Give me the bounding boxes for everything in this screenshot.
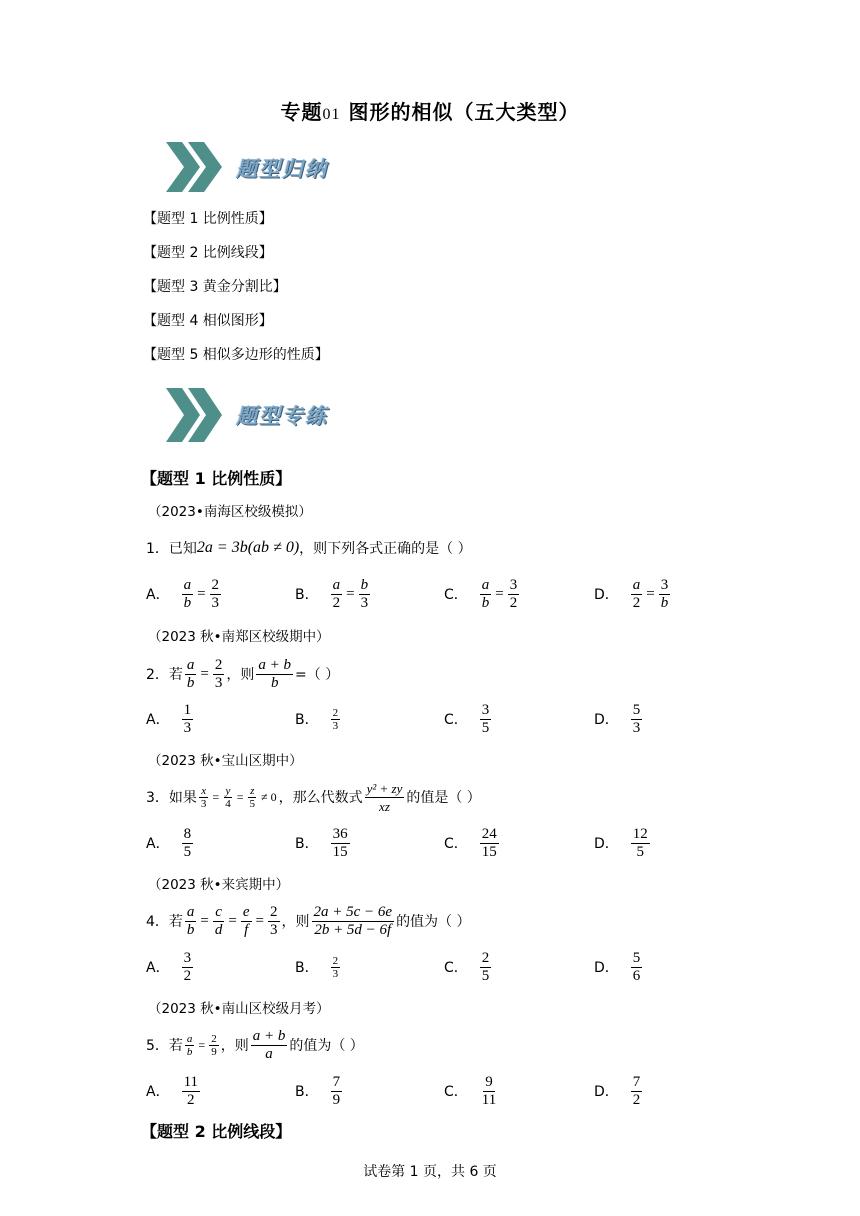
denominator: 9 (211, 1045, 217, 1058)
fraction (480, 1074, 498, 1109)
question-source: （2023 秋•宝山区期中） (148, 753, 303, 769)
numerator: 2 (211, 576, 220, 593)
numerator: 1 (183, 701, 192, 718)
question-source: （2023 秋•南郑区校级期中） (148, 629, 330, 645)
fraction (365, 780, 405, 815)
toc-item: 【题型 1 比例性质】 (143, 211, 273, 227)
fraction (631, 577, 643, 612)
fraction (508, 577, 520, 612)
toc-item: 【题型 5 相似多边形的性质】 (143, 347, 329, 363)
fraction (256, 657, 293, 692)
denominator: 3 (200, 797, 207, 810)
options-row (146, 1071, 706, 1111)
denominator: 3 (270, 921, 278, 938)
stem-text: ，那么代数式 (278, 790, 363, 806)
question-source: （2023•南海区校级模拟） (148, 504, 312, 520)
option-label: B． (295, 1084, 319, 1100)
denominator: f (244, 921, 249, 938)
option-label: B． (295, 836, 319, 852)
denominator: 2b + 5d − 6f (314, 921, 392, 938)
denominator: 3 (214, 674, 223, 691)
option-label: D． (594, 1084, 619, 1100)
option-label: A． (146, 960, 170, 976)
denominator: 3 (332, 967, 339, 980)
double-chevron-icon (160, 386, 224, 444)
banner-practice (160, 386, 400, 444)
numerator: a (186, 1032, 193, 1045)
fraction (359, 577, 371, 612)
numerator: y² + zy (366, 780, 403, 796)
fraction (331, 577, 343, 612)
numerator: x (201, 784, 207, 797)
denominator: 15 (332, 843, 348, 860)
section-heading: 【题型 2 比例线段】 (141, 1122, 292, 1141)
option-c[interactable] (444, 1071, 500, 1111)
banner-text: 题型专练 (236, 403, 328, 428)
numerator: 2a + 5c − 6e (313, 903, 393, 920)
denominator: 4 (225, 797, 231, 810)
option-d[interactable] (594, 574, 672, 614)
fraction (185, 657, 197, 692)
option-label: A． (146, 712, 170, 728)
stem-text: 的值是（ ） (406, 790, 481, 806)
numerator: 2 (481, 949, 490, 966)
equals-sign: = (346, 585, 355, 602)
denominator: xz (379, 798, 390, 814)
option-d[interactable] (594, 699, 644, 739)
numerator: 2 (332, 706, 339, 719)
denominator: 6 (632, 967, 641, 984)
fraction (210, 577, 222, 612)
fraction (213, 904, 225, 939)
numerator: 3 (183, 949, 192, 966)
option-label: A． (146, 1084, 170, 1100)
equals-sign: = (255, 912, 264, 929)
equals-sign: = (212, 789, 220, 804)
banner-question-types (160, 140, 400, 194)
denominator: 15 (481, 843, 497, 860)
denominator: b (186, 921, 195, 938)
fraction (182, 826, 194, 861)
numerator: 9 (485, 1073, 493, 1090)
fraction (199, 785, 209, 810)
stem-text: 若 (168, 667, 183, 683)
denominator: 2 (187, 1091, 195, 1108)
numerator: 3 (509, 576, 518, 593)
option-a[interactable] (146, 947, 195, 987)
denominator: 2 (183, 967, 192, 984)
fraction (631, 1074, 643, 1109)
denominator: 2 (332, 594, 341, 611)
numerator: c (215, 903, 222, 920)
option-label: C． (444, 712, 468, 728)
fraction (185, 904, 197, 939)
options-row (146, 947, 706, 987)
question-stem (146, 535, 472, 561)
equals-sign: = (198, 1037, 206, 1052)
fraction (247, 785, 257, 810)
stem-text: ，则 (220, 1038, 249, 1054)
denominator: 3 (211, 594, 220, 611)
option-c[interactable] (444, 699, 493, 739)
numerator: a (186, 656, 195, 673)
title-prefix: 专题 (280, 100, 323, 124)
stem-text: 如果 (168, 790, 197, 806)
denominator: 3 (360, 594, 369, 611)
denominator: b (186, 1045, 193, 1058)
fraction (312, 904, 395, 939)
option-d[interactable] (594, 947, 644, 987)
numerator: a + b (258, 656, 292, 673)
denominator: b (186, 674, 195, 691)
denominator: a (265, 1045, 273, 1062)
option-label: D． (594, 587, 619, 603)
toc-item: 【题型 3 黄金分割比】 (143, 279, 287, 295)
fraction (480, 577, 492, 612)
numerator: 5 (632, 949, 641, 966)
equals-sign: = (495, 585, 504, 602)
fraction (241, 904, 252, 939)
numerator: 7 (332, 1073, 341, 1090)
equals-sign: = (197, 585, 206, 602)
numerator: 24 (481, 825, 497, 842)
numerator: e (242, 903, 250, 920)
question-source: （2023 秋•南山区校级月考） (148, 1001, 330, 1017)
equals-sign: = (200, 665, 209, 682)
stem-text: ，则 (281, 914, 310, 930)
denominator: b (270, 674, 279, 691)
option-a[interactable] (146, 1071, 202, 1111)
option-d[interactable] (594, 823, 652, 863)
question-number: 3． (146, 790, 169, 806)
section-heading: 【题型 1 比例性质】 (141, 469, 292, 488)
option-label: D． (594, 960, 619, 976)
stem-text: 的值为（ ） (396, 914, 471, 930)
denominator: 2 (509, 594, 518, 611)
option-a[interactable] (146, 574, 223, 614)
option-a[interactable] (146, 823, 195, 863)
denominator: 9 (332, 1091, 341, 1108)
cond-tail: ≠ 0 (260, 789, 277, 804)
denominator: 3 (183, 719, 192, 736)
option-c[interactable] (444, 947, 493, 987)
option-label: C． (444, 836, 468, 852)
question-number: 4． (146, 914, 169, 930)
page-footer: 试卷第 1 页，共 6 页 (363, 1164, 497, 1180)
stem-text: =（ ） (295, 667, 340, 683)
fraction (209, 1033, 219, 1058)
stem-text: 若 (168, 1038, 183, 1054)
fraction (659, 577, 671, 612)
title-suffix: 图形的相似（五大类型） (348, 100, 580, 124)
option-label: C． (444, 1084, 468, 1100)
option-b[interactable] (295, 947, 342, 987)
title-number: 01 (322, 106, 341, 123)
option-label: A． (146, 836, 170, 852)
numerator: 2 (332, 954, 339, 967)
denominator: b (660, 594, 669, 611)
option-c[interactable] (444, 574, 521, 614)
fraction (268, 904, 280, 939)
numerator: y (225, 784, 231, 797)
numerator: b (360, 576, 369, 593)
option-label: C． (444, 587, 468, 603)
stem-text: ，则 (226, 667, 255, 683)
question-number: 1． (146, 541, 169, 557)
denominator: 5 (481, 967, 490, 984)
denominator: 2 (632, 594, 641, 611)
option-c[interactable] (444, 823, 501, 863)
fraction (182, 1074, 200, 1109)
question-stem (146, 777, 481, 817)
question-number: 5． (146, 1038, 169, 1054)
stem-text: 的值为（ ） (289, 1038, 364, 1054)
equals-sign: = (646, 585, 655, 602)
banner-text: 题型归纳 (236, 156, 328, 181)
numerator: 3 (660, 576, 669, 593)
question-source: （2023 秋•来宾期中） (148, 877, 290, 893)
option-b[interactable] (295, 1071, 344, 1111)
equals-sign: = (200, 912, 209, 929)
option-label: D． (594, 836, 619, 852)
denominator: 11 (481, 1091, 497, 1108)
numerator: 7 (632, 1073, 641, 1090)
fraction (331, 826, 350, 861)
denominator: 3 (632, 719, 641, 736)
numerator: 5 (632, 701, 641, 718)
denominator: 5 (249, 797, 255, 810)
option-label: B． (295, 712, 319, 728)
stem-text: 已知 (168, 541, 197, 557)
numerator: a (332, 576, 341, 593)
fraction (631, 950, 643, 985)
numerator: 2 (211, 1032, 217, 1045)
numerator: 3 (481, 701, 490, 718)
denominator: b (481, 594, 490, 611)
fraction (182, 702, 194, 737)
option-label: A． (146, 587, 170, 603)
question-stem (146, 901, 471, 941)
fraction (331, 1074, 343, 1109)
option-label: B． (295, 587, 319, 603)
option-b[interactable] (295, 574, 372, 614)
toc-item: 【题型 2 比例线段】 (143, 245, 273, 261)
fraction (331, 955, 341, 980)
fraction (331, 707, 341, 732)
denominator: b (183, 594, 192, 611)
numerator: a (183, 576, 192, 593)
option-label: B． (295, 960, 319, 976)
denominator: 5 (636, 843, 645, 860)
option-b[interactable] (295, 699, 342, 739)
fraction (631, 826, 650, 861)
fraction (213, 657, 225, 692)
question-stem (146, 1025, 364, 1065)
fraction (251, 1028, 288, 1063)
numerator: a (632, 576, 641, 593)
stem-text: 若 (168, 914, 183, 930)
stem-text: ，则下列各式正确的是（ ） (299, 541, 472, 557)
page-title (0, 96, 860, 125)
equals-sign: = (228, 912, 237, 929)
double-chevron-icon (160, 140, 224, 194)
denominator: 3 (332, 719, 339, 732)
option-label: D． (594, 712, 619, 728)
fraction (185, 1033, 195, 1058)
fraction (223, 785, 233, 810)
numerator: a (186, 903, 195, 920)
options-row (146, 699, 706, 739)
fraction (480, 826, 499, 861)
numerator: 12 (632, 825, 648, 842)
fraction (182, 577, 194, 612)
denominator: d (214, 921, 223, 938)
numerator: a (481, 576, 490, 593)
numerator: a + b (252, 1027, 286, 1044)
fraction (182, 950, 194, 985)
options-row (146, 823, 706, 863)
options-row (146, 574, 706, 614)
option-label: C． (444, 960, 468, 976)
denominator: 5 (183, 843, 192, 860)
stem-math: 2a = 3b(ab ≠ 0) (196, 539, 300, 556)
fraction (631, 702, 643, 737)
toc-item: 【题型 4 相似图形】 (143, 313, 273, 329)
equals-sign: = (236, 789, 244, 804)
fraction (480, 702, 492, 737)
denominator: 5 (481, 719, 490, 736)
numerator: 11 (183, 1073, 199, 1090)
numerator: z (250, 784, 255, 797)
denominator: 2 (632, 1091, 641, 1108)
option-d[interactable] (594, 1071, 644, 1111)
fraction (480, 950, 492, 985)
numerator: 2 (270, 903, 278, 920)
numerator: 8 (183, 825, 192, 842)
option-a[interactable] (146, 699, 195, 739)
question-number: 2． (146, 667, 169, 683)
numerator: 36 (332, 825, 348, 842)
question-stem (146, 654, 339, 694)
numerator: 2 (214, 656, 223, 673)
option-b[interactable] (295, 823, 352, 863)
